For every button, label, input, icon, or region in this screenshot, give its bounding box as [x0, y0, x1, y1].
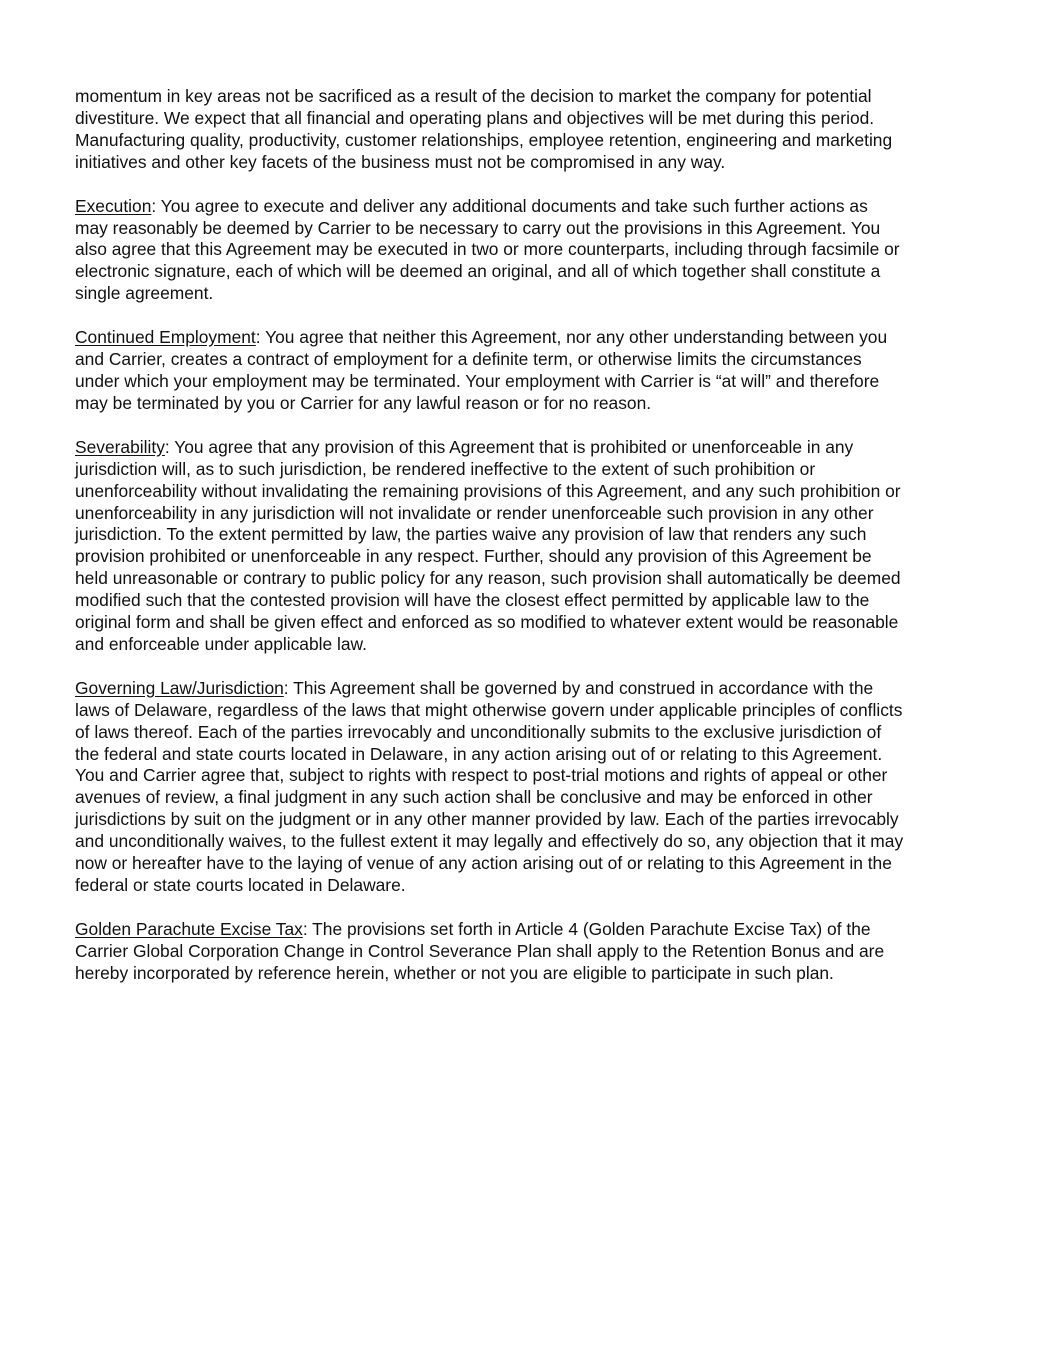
text-line [75, 327, 987, 349]
governing-law-heading: Governing Law/Jurisdiction [75, 677, 284, 698]
text-line: federal or state courts located in Delaware. [75, 875, 406, 895]
text-line: divestiture. We expect that all financial and operating plans and objectives will be met during this period. [75, 107, 875, 128]
text-line: modified such that the contested provision will have the closest effect permitted by applicable law to the [75, 590, 870, 611]
golden-parachute-first-line: : The provisions set forth in Article 4 (Golden Parachute Excise Tax) of the [302, 918, 871, 939]
text-line: jurisdiction. To the extent permitted by law, the parties waive any provision of law that renders any such [75, 524, 867, 545]
text-line: laws of Delaware, regardless of the laws that might otherwise govern under applicable principles of conflicts [75, 699, 903, 720]
text-line: may reasonably be deemed by Carrier to be necessary to carry out the provisions in this Agreement. You [75, 217, 881, 238]
text-line: original form and shall be given effect and enforced as so modified to whatever extent would be reasonable [75, 612, 899, 633]
text-line: held unreasonable or contrary to public policy for any reason, such provision shall automatically be deemed [75, 568, 901, 589]
text-line: You and Carrier agree that, subject to rights with respect to post-trial motions and rights of appeal or other [75, 765, 888, 786]
text-line: unenforceability without invalidating the remaining provisions of this Agreement, and any such prohibition or [75, 480, 901, 501]
text-line: provision prohibited or unenforceable in any respect. Further, should any provision of this Agreement be [75, 546, 872, 567]
text-line: the federal and state courts located in Delaware, in any action arising out of or relating to this Agreement. [75, 743, 883, 764]
text-line [75, 196, 987, 218]
continued-employment-paragraph [75, 327, 987, 415]
golden-parachute-heading: Golden Parachute Excise Tax [75, 918, 303, 939]
severability-first-line: : You agree that any provision of this Agreement that is prohibited or unenforceable in any [164, 436, 854, 457]
execution-first-line: : You agree to execute and deliver any additional documents and take such further actions as [151, 195, 868, 216]
execution-heading: Execution [75, 195, 152, 216]
severability-heading: Severability [75, 436, 165, 457]
text-line: Manufacturing quality, productivity, customer relationships, employee retention, engineering and marketing [75, 129, 893, 150]
intro-paragraph [75, 86, 987, 174]
governing-law-paragraph [75, 678, 987, 897]
continued-employment-first-line: : You agree that neither this Agreement, nor any other understanding between you [255, 327, 888, 348]
text-line: initiatives and other key facets of the business must not be compromised in any way. [75, 151, 726, 172]
text-line: momentum in key areas not be sacrificed as a result of the decision to market the company for potential [75, 86, 872, 106]
text-line: and enforceable under applicable law. [75, 633, 367, 654]
text-line: single agreement. [75, 283, 214, 304]
golden-parachute-paragraph [75, 919, 987, 985]
text-line: Carrier Global Corporation Change in Control Severance Plan shall apply to the Retention Bonus and are [75, 940, 885, 961]
governing-law-first-line: : This Agreement shall be governed by and construed in accordance with the [283, 677, 874, 698]
text-line [75, 919, 987, 941]
text-line: hereby incorporated by reference herein, whether or not you are eligible to participate in such plan. [75, 962, 834, 983]
text-line: under which your employment may be terminated. Your employment with Carrier is “at will” and therefore [75, 370, 880, 391]
text-line [75, 437, 987, 459]
text-line: and unconditionally waives, to the fullest extent it may legally and effectively do so, any objection that it may [75, 831, 904, 852]
text-line: jurisdictions by suit on the judgment or in any other manner provided by law. Each of the parties irrevocably [75, 809, 899, 830]
text-line: jurisdiction will, as to such jurisdiction, be rendered ineffective to the extent of such prohibition or [75, 458, 816, 479]
text-line: avenues of review, a final judgment in any such action shall be conclusive and may be enforced in other [75, 787, 873, 808]
document-page [75, 86, 987, 1007]
execution-paragraph [75, 196, 987, 306]
text-line: may be terminated by you or Carrier for any lawful reason or for no reason. [75, 392, 652, 413]
severability-paragraph [75, 437, 987, 656]
text-line [75, 678, 987, 700]
text-line: unenforceability in any jurisdiction will not invalidate or render unenforceable such provision in any other [75, 502, 874, 523]
text-line: now or hereafter have to the laying of venue of any action arising out of or relating to this Agreement in the [75, 853, 892, 874]
text-line: and Carrier, creates a contract of employment for a definite term, or otherwise limits the circumstances [75, 349, 862, 370]
text-line: also agree that this Agreement may be executed in two or more counterparts, including through facsimile or [75, 239, 900, 260]
text-line: electronic signature, each of which will be deemed an original, and all of which together shall constitute a [75, 261, 881, 282]
text-line: of laws thereof. Each of the parties irrevocably and unconditionally submits to the exclusive jurisdiction of [75, 721, 882, 742]
continued-employment-heading: Continued Employment [75, 327, 256, 348]
